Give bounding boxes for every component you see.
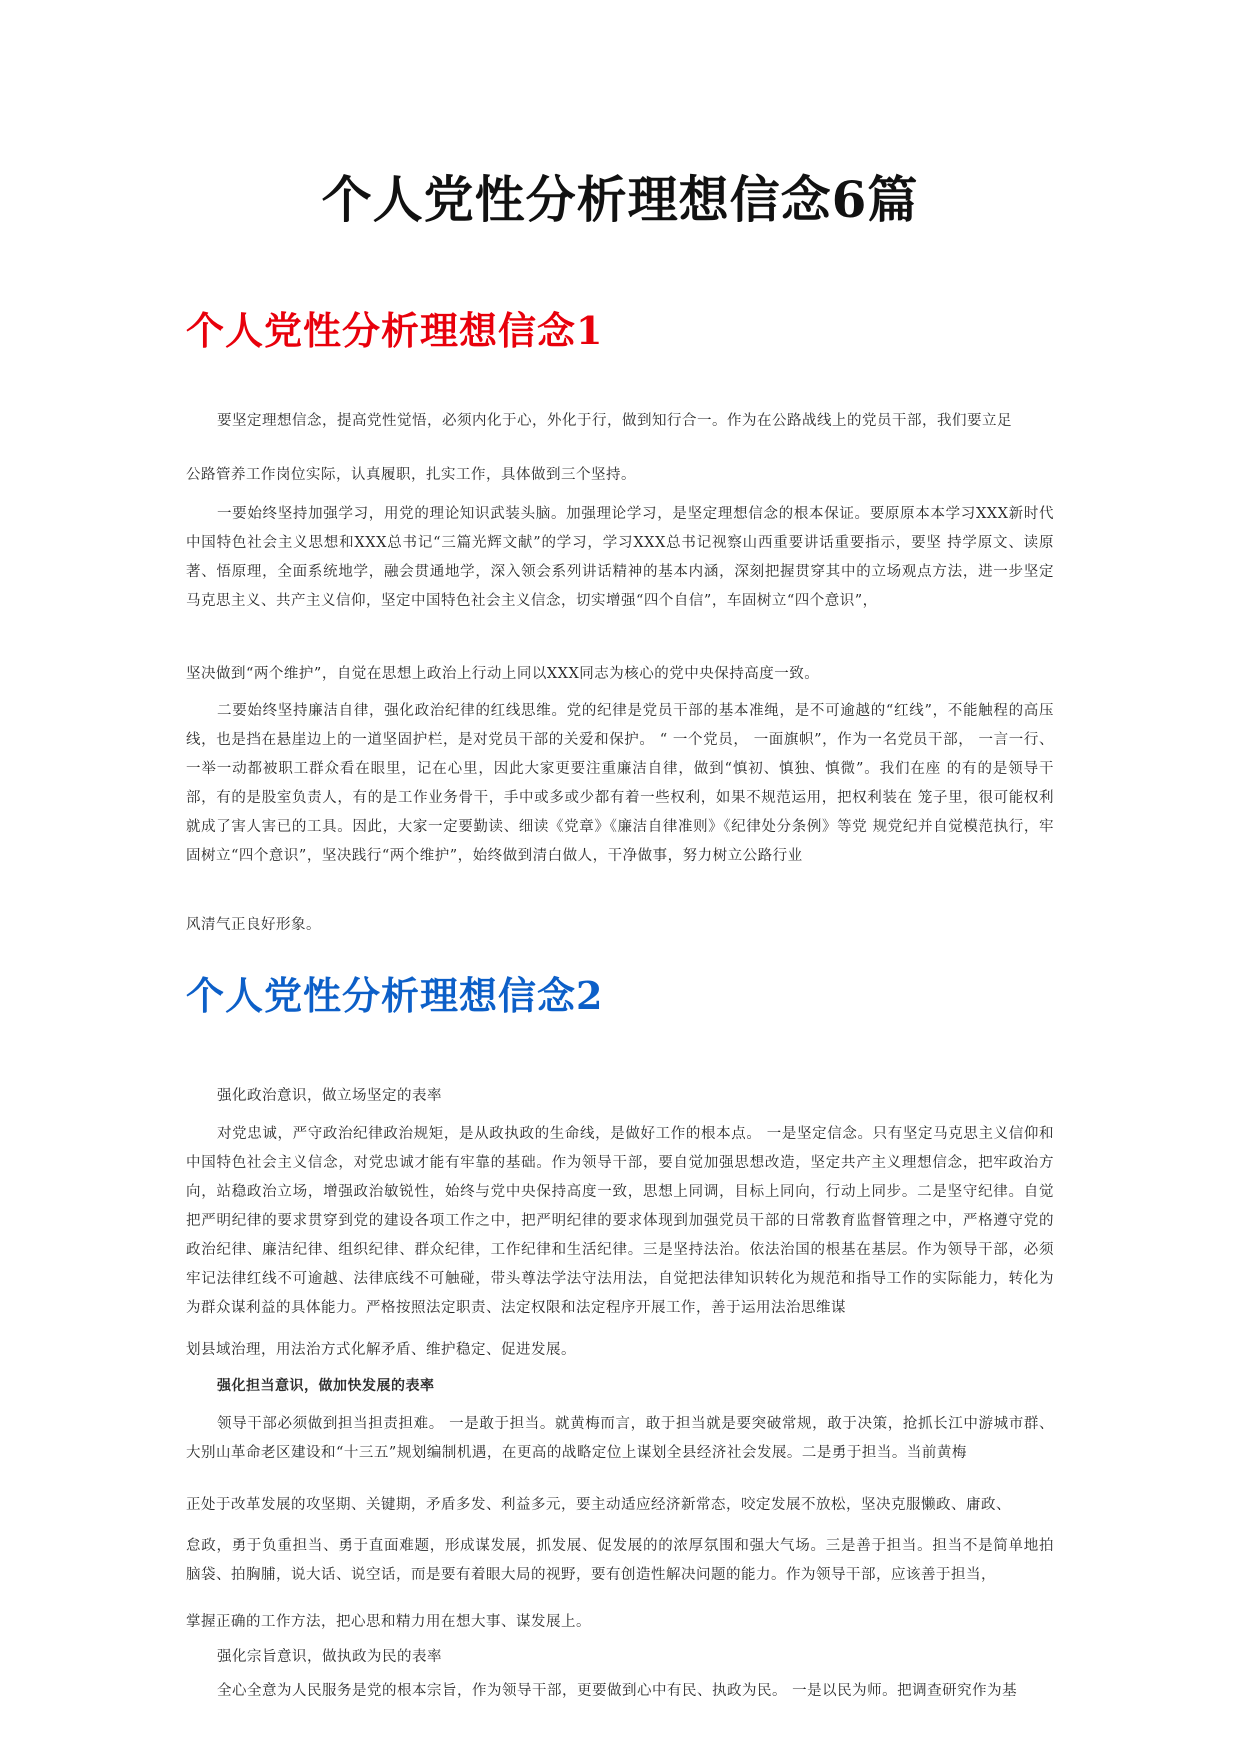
- section-2-paragraph-2-continued-2: 怠政，勇于负重担当、勇于直面难题，形成谋发展，抓发展、促发展的的浓厚氛围和强大气场。三是善于担当。担当不是简单地拍脑袋、拍胸脯，说大话、说空话，而是要有着眼大局的视野，要有创造性解决问题的能力。作为领导干部，应该善于担当，: [186, 1538, 1054, 1583]
- section-1-paragraph-2: 一要始终坚持加强学习，用党的理论知识武装头脑。加强理论学习，是坚定理想信念的根本保证。要原原本本学习XXX新时代中国特色社会主义思想和XXX总书记“三篇光辉文献”的学习，学习XXX总书记视察山西重要讲话重要指示，要坚 持学原文、读原著、悟原理，全面系统地学，融会贯通地学，深入领会系列讲话精神的基本内涵，深刻把握贯穿其中的立场观点方法，进一步坚定马克思主义、共产主义信仰，坚定中国特色社会主义信念，切实增强“四个自信”，车固树立“四个意识”，: [186, 506, 1054, 609]
- section-2-paragraph-3: 全心全意为人民服务是党的根本宗旨，作为领导干部，更要做到心中有民、执政为民。 一是以民为师。把调查研究作为基: [217, 1683, 1018, 1699]
- section-2-paragraph-2: 领导干部必须做到担当担责担难。 一是敢于担当。就黄梅而言，敢于担当就是要突破常规，敢于决策，抢抓长江中游城市群、大别山革命老区建设和“十三五”规划编制机遇，在更高的战略定位上谋划全县经济社会发展。二是勇于担当。当前黄梅: [186, 1416, 1054, 1461]
- section-2-paragraph-2-continued-3: 掌握正确的工作方法，把心思和精力用在想大事、谋发展上。: [186, 1614, 591, 1630]
- section-1-paragraph-2-continued: 坚决做到“两个维护”，自觉在思想上政治上行动上同以XXX同志为核心的党中央保持高度一致。: [186, 666, 820, 682]
- section-2-heading: 个人党性分析理想信念2: [186, 973, 604, 1018]
- section-1-paragraph-3: 二要始终坚持廉洁自律，强化政治纪律的红线思维。党的纪律是党员干部的基本准绳，是不可逾越的“红线”，不能触程的高压线，也是挡在悬崖边上的一道坚固护栏，是对党员干部的关爱和保护。 “ 一个党员， 一面旗帜”，作为一名党员干部， 一言一行、 一举一动都被职工群众看在眼里，记在心里，因此大家更要注重廉洁自律，做到“慎初、慎独、慎微”。我们在座 的有的是领导干部，有的是股室负责人，有的是工作业务骨干，手中或多或少都有着一些权利，如果不规范运用，把权利装在 笼子里，很可能权利就成了害人害已的工具。因此，大家一定要勤读、细读《党章》《廉洁自律准则》《纪律处分条例》等党 规党纪并自觉模范执行，牢固树立“四个意识”，坚决践行“两个维护”，始终做到清白做人，干净做事，努力树立公路行业: [186, 703, 1054, 864]
- section-2-subheading-1: 强化政治意识，做立场坚定的表率: [217, 1088, 442, 1104]
- section-2-subheading-2: 强化担当意识，做加快发展的表率: [217, 1378, 435, 1394]
- section-2-subheading-3: 强化宗旨意识，做执政为民的表率: [217, 1649, 442, 1665]
- section-2-paragraph-1-continued: 划县域治理，用法治方式化解矛盾、维护稳定、促进发展。: [186, 1342, 576, 1358]
- section-1-heading: 个人党性分析理想信念1: [186, 308, 604, 353]
- document-title: 个人党性分析理想信念6篇: [321, 170, 919, 229]
- section-1-paragraph-1-continued: 公路管养工作岗位实际，认真履职，扎实工作，具体做到三个坚持。: [186, 467, 636, 483]
- section-2-paragraph-2-continued: 正处于改革发展的攻坚期、关键期，矛盾多发、利益多元，要主动适应经济新常态，咬定发展不放松，坚决克服懒政、庸政、: [186, 1497, 1011, 1513]
- section-1-paragraph-3-continued: 风清气正良好形象。: [186, 917, 321, 933]
- section-1-paragraph-1: 要坚定理想信念，提高党性觉悟，必须内化于心，外化于行，做到知行合一。作为在公路战线上的党员干部，我们要立足: [217, 413, 1012, 429]
- section-2-paragraph-1: 对党忠诚，严守政治纪律政治规矩，是从政执政的生命线，是做好工作的根本点。 一是坚定信念。只有坚定马克思主义信仰和中国特色社会主义信念，对党忠诚才能有牢靠的基础。作为领导干部，要自觉加强思想改造，坚定共产主义理想信念，把牢政治方向，站稳政治立场，增强政治敏锐性，始终与党中央保持高度一致，思想上同调，目标上同向，行动上同步。二是坚守纪律。自觉把严明纪律的要求贯穿到党的建设各项工作之中，把严明纪律的要求体现到加强党员干部的日常教育监督管理之中，严格遵守党的政治纪律、廉洁纪律、组织纪律、群众纪律，工作纪律和生活纪律。三是坚持法治。依法治国的根基在基层。作为领导干部，必须牢记法律红线不可逾越、法律底线不可触碰，带头尊法学法守法用法，自觉把法律知识转化为规范和指导工作的实际能力，转化为为群众谋利益的具体能力。严格按照法定职责、法定权限和法定程序开展工作，善于运用法治思维谋: [186, 1126, 1054, 1316]
